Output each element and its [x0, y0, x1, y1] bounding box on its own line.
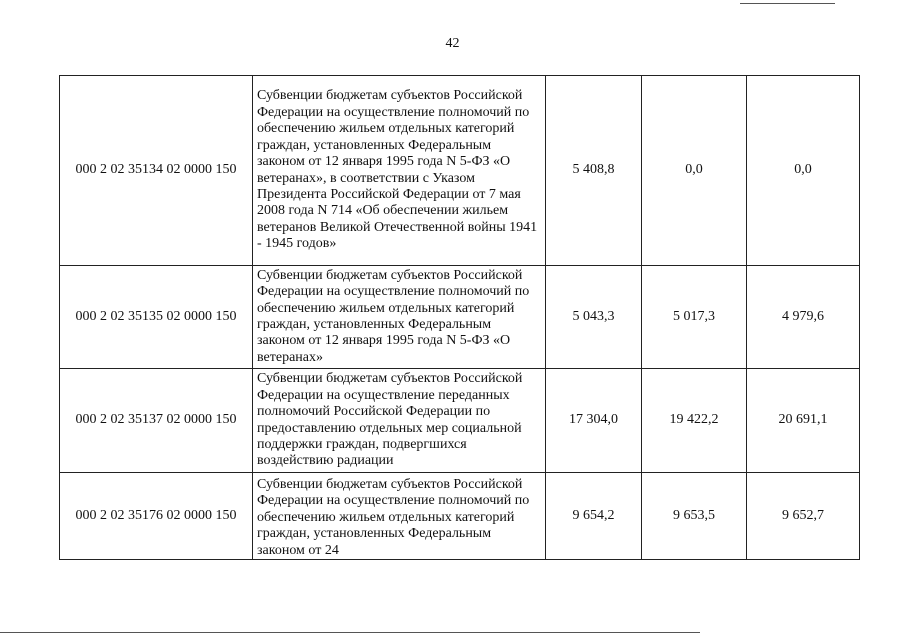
value-year-3: 0,0: [747, 76, 860, 266]
row-description-cell: [253, 473, 546, 560]
table-row: [60, 266, 860, 369]
value-year-1: 5 408,8: [546, 76, 642, 266]
table-row: [60, 473, 860, 560]
value-year-3: 20 691,1: [747, 369, 860, 473]
value-year-2: 19 422,2: [642, 369, 747, 473]
row-description: Субвенции бюджетам субъектов Российской Федерации на осуществление полномочий по обеспечению жильем отдельных категорий граждан, установленных Федеральным законом от 12 января 1995 года N 5-ФЗ «О ветеранах», в соответствии с Указом Президента Российской Федерации от 7 мая 2008 года N 714 «Об обеспечении жильем ветеранов Великой Отечественной войны 1941 - 1945 годов»: [253, 76, 546, 266]
row-description: Субвенции бюджетам субъектов Российской Федерации на осуществление полномочий по обеспечению жильем отдельных категорий граждан, установленных Федеральным законом от 24: [257, 476, 530, 558]
table-row: [60, 76, 860, 266]
value-year-1: 9 654,2: [546, 473, 642, 560]
table-row: [60, 369, 860, 473]
scan-artifact-top: [740, 3, 835, 4]
row-description: Субвенции бюджетам субъектов Российской Федерации на осуществление переданных полномочий Российской Федерации по предоставлению отдельных мер социальной поддержки граждан, подвергшихся воздействию радиации: [253, 369, 546, 473]
budget-table: [59, 75, 860, 560]
value-year-3: 4 979,6: [747, 266, 860, 369]
value-year-1: 17 304,0: [546, 369, 642, 473]
value-year-2: 9 653,5: [642, 473, 747, 560]
value-year-2: 5 017,3: [642, 266, 747, 369]
page-number: 42: [445, 36, 460, 51]
row-description: Субвенции бюджетам субъектов Российской Федерации на осуществление полномочий по обеспечению жильем отдельных категорий граждан, установленных Федеральным законом от 12 января 1995 года N 5-ФЗ «О ветеранах»: [253, 266, 546, 369]
row-description-clip: [257, 473, 542, 559]
budget-code: 000 2 02 35137 02 0000 150: [60, 369, 253, 473]
budget-code: 000 2 02 35176 02 0000 150: [60, 473, 253, 560]
value-year-2: 0,0: [642, 76, 747, 266]
value-year-1: 5 043,3: [546, 266, 642, 369]
budget-code: 000 2 02 35135 02 0000 150: [60, 266, 253, 369]
budget-code: 000 2 02 35134 02 0000 150: [60, 76, 253, 266]
scan-artifact-bottom: [0, 632, 700, 633]
value-year-3: 9 652,7: [747, 473, 860, 560]
